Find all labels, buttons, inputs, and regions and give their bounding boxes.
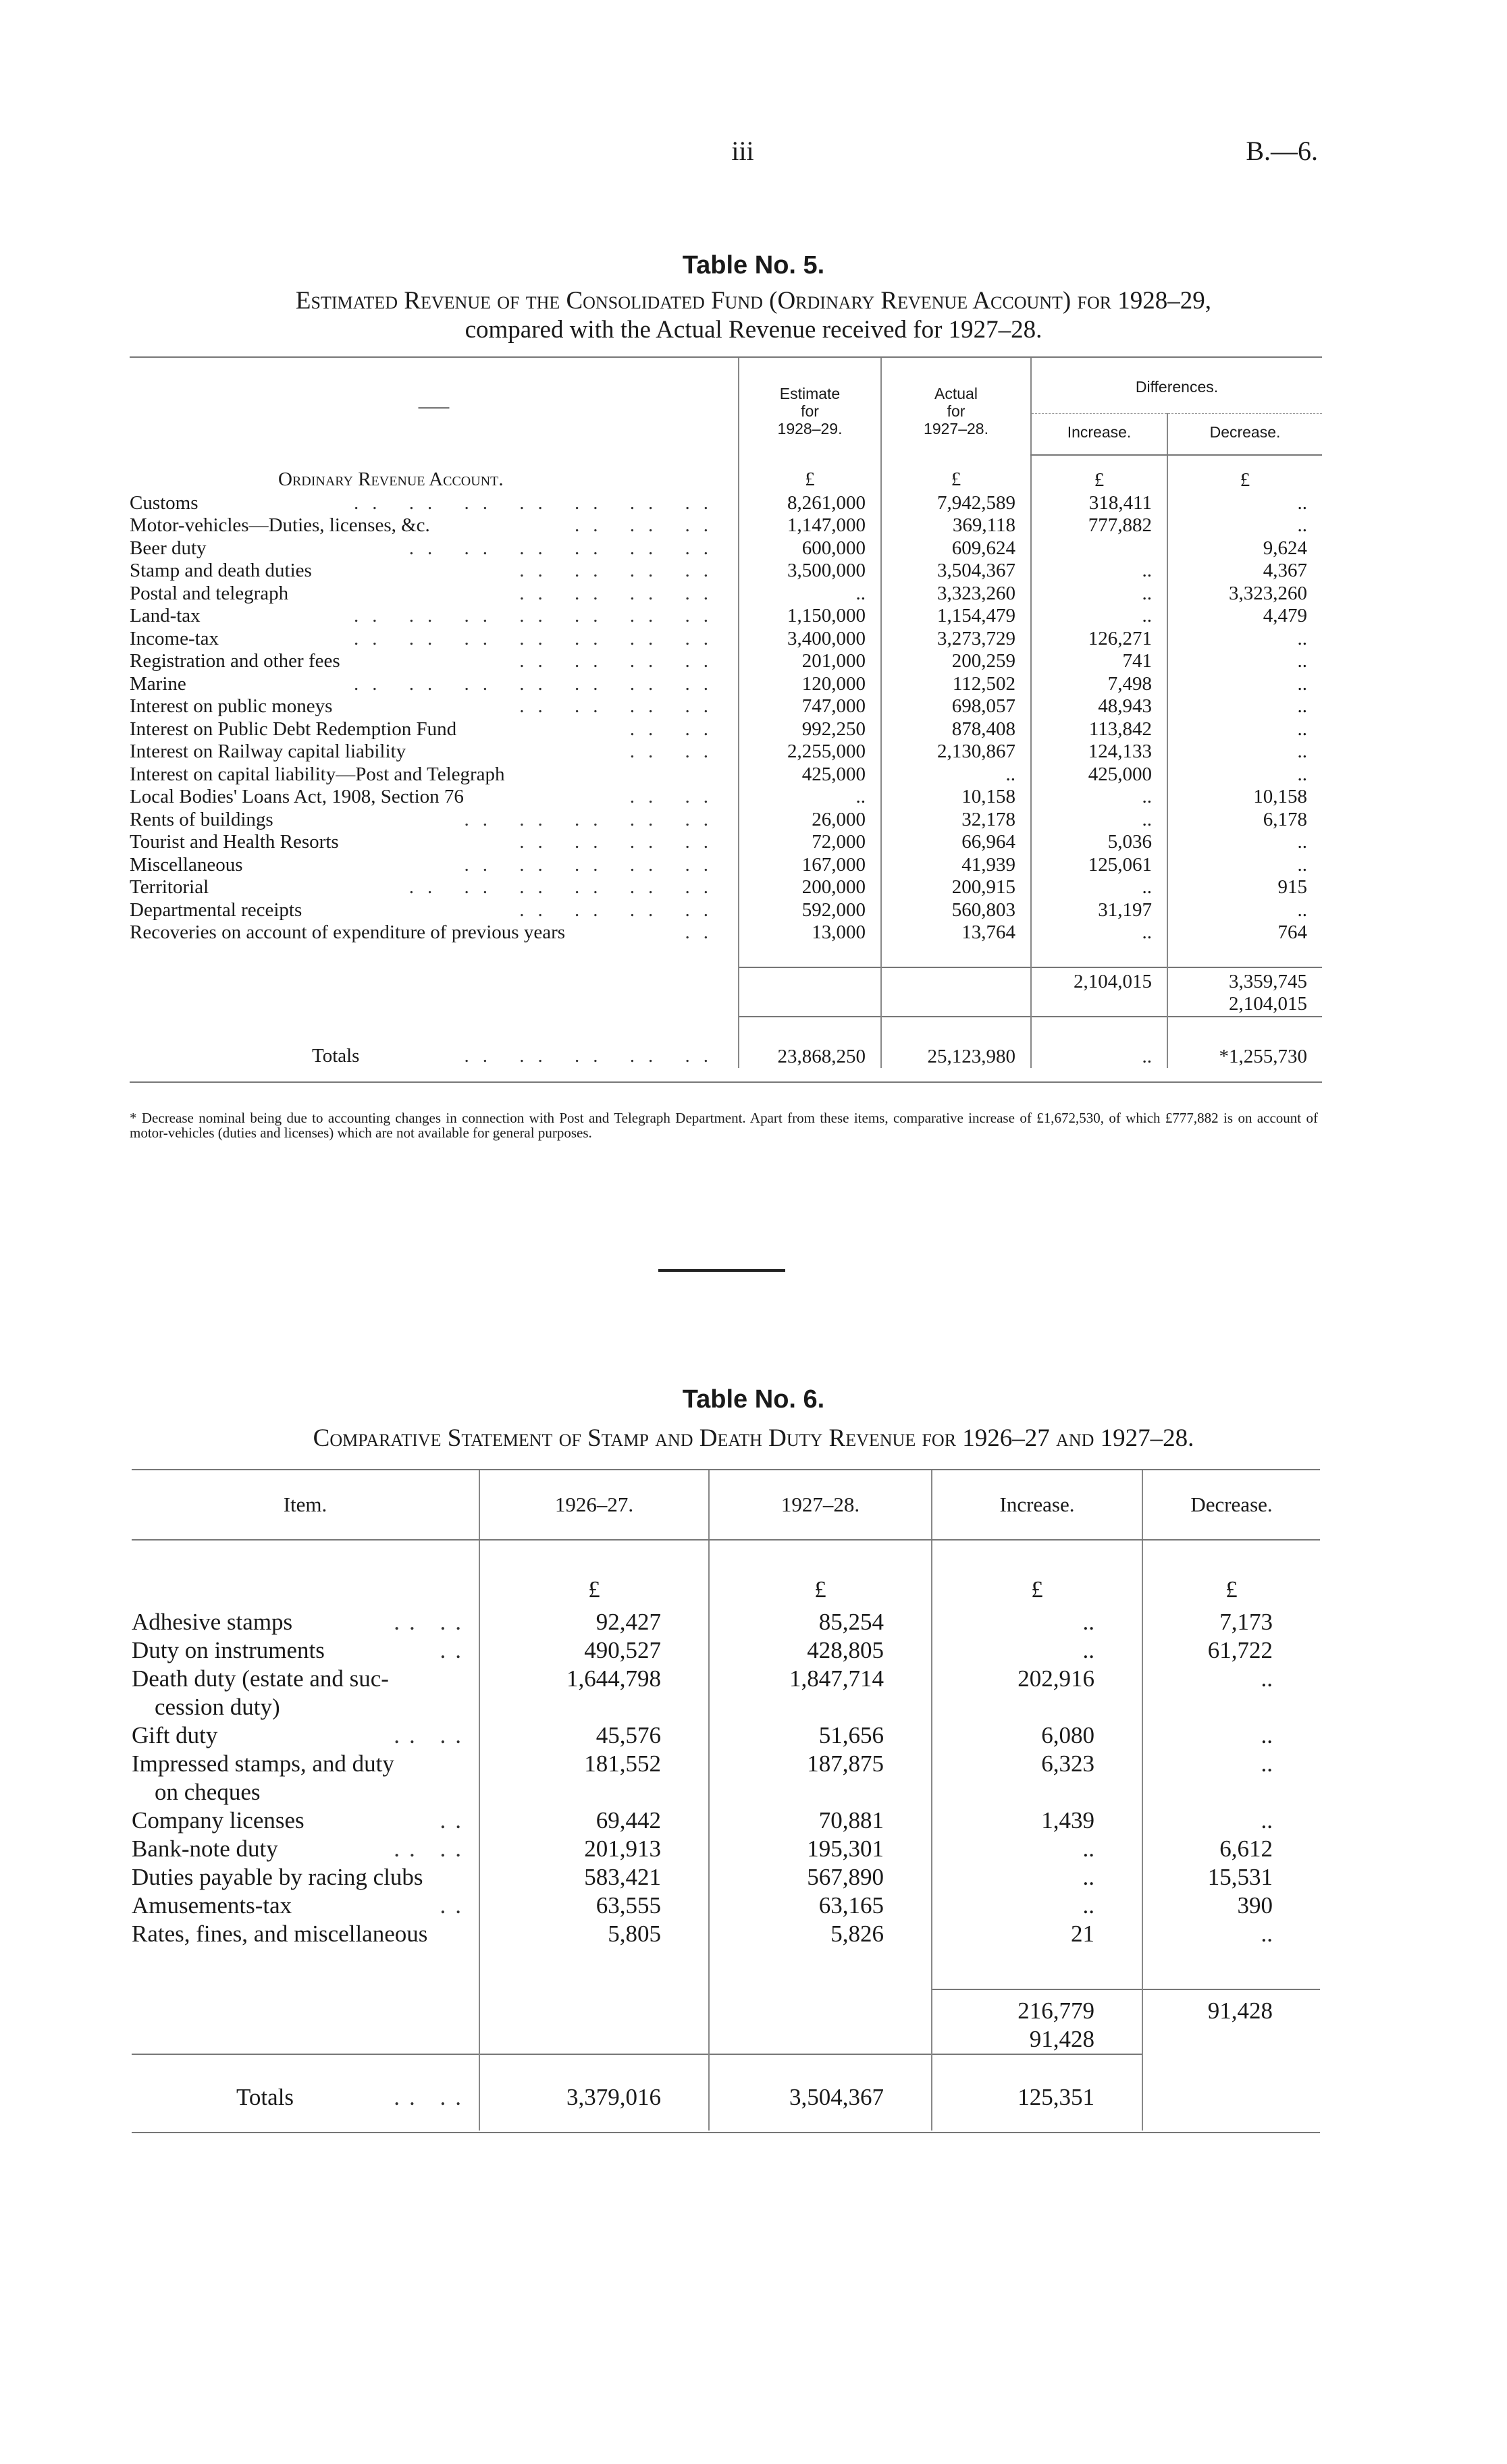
table5-row-increase: .. bbox=[1031, 786, 1167, 809]
table5-row-estimate: 592,000 bbox=[739, 899, 881, 922]
leader-dots: .. bbox=[440, 1807, 471, 1833]
table5-row-item: Rents of buildings bbox=[130, 808, 273, 830]
table6-row-increase: 6,323 bbox=[932, 1750, 1142, 1806]
table6-pound-decrease: £ bbox=[1142, 1540, 1320, 1604]
table6-row-1927: 567,890 bbox=[709, 1863, 932, 1892]
table5-row-decrease: .. bbox=[1167, 650, 1322, 673]
table5-row-increase: 741 bbox=[1031, 650, 1167, 673]
table6-row-1926: 69,442 bbox=[479, 1806, 709, 1835]
table5-row-decrease: 915 bbox=[1167, 876, 1322, 899]
table5-row-item: Interest on Railway capital liability bbox=[130, 741, 406, 762]
table6-row-decrease: .. bbox=[1142, 1721, 1320, 1750]
table5-row-item: Marine bbox=[130, 672, 186, 695]
table5-row-estimate: 26,000 bbox=[739, 809, 881, 832]
table5-row-increase: .. bbox=[1031, 605, 1167, 628]
table5-totals-increase: .. bbox=[1031, 1017, 1167, 1069]
document-reference: B.—6. bbox=[1246, 136, 1318, 166]
table6-title: Table No. 6. bbox=[682, 1385, 825, 1414]
table5-row-estimate: .. bbox=[739, 583, 881, 606]
page-number: iii bbox=[731, 136, 754, 166]
table5-row bbox=[130, 786, 1322, 809]
table5-row bbox=[130, 650, 1322, 673]
table5-subtotal-decrease: 3,359,745 2,104,015 bbox=[1167, 967, 1322, 1017]
table5-row bbox=[130, 492, 1322, 515]
table5-row bbox=[130, 583, 1322, 606]
table5-row-estimate: 200,000 bbox=[739, 876, 881, 899]
table6-row-1927: 63,165 bbox=[709, 1892, 932, 1920]
table5-row-decrease: 3,323,260 bbox=[1167, 583, 1322, 606]
table5-row-increase: .. bbox=[1031, 560, 1167, 583]
table6-row-1926: 1,644,798 bbox=[479, 1665, 709, 1721]
table5-row-actual: 13,764 bbox=[881, 921, 1031, 944]
table5-row-item: Land-tax bbox=[130, 605, 201, 626]
table6-row-increase: 21 bbox=[932, 1920, 1142, 1948]
table6-caption: Comparative Statement of Stamp and Death Duty Revenue for 1926–27 and 1927–28. bbox=[313, 1424, 1194, 1452]
table5-row-item: Departmental receipts bbox=[130, 899, 302, 921]
table5-row-item: Registration and other fees bbox=[130, 650, 340, 672]
table5-header-increase: Increase. bbox=[1031, 414, 1167, 456]
table5-row-actual: 369,118 bbox=[881, 514, 1031, 537]
table6-row-1926: 583,421 bbox=[479, 1863, 709, 1892]
table6-pound-increase: £ bbox=[932, 1540, 1142, 1604]
table5-row-increase: 425,000 bbox=[1031, 764, 1167, 786]
table5-row bbox=[130, 537, 1322, 560]
leader-dots: .. .. bbox=[629, 718, 722, 740]
table5-row-actual: .. bbox=[881, 764, 1031, 786]
table5-pound-increase: £ bbox=[1031, 455, 1167, 492]
leader-dots: .. .. .. .. .. .. .. bbox=[354, 672, 722, 695]
table5-row bbox=[130, 718, 1322, 741]
table5-row-estimate: 3,400,000 bbox=[739, 628, 881, 651]
table5-row-increase: 124,133 bbox=[1031, 741, 1167, 764]
table6-row bbox=[132, 1750, 1320, 1806]
table5-row-decrease: .. bbox=[1167, 854, 1322, 877]
table6-header-1926: 1926–27. bbox=[479, 1470, 709, 1540]
table5-row-increase: .. bbox=[1031, 876, 1167, 899]
table5-row-estimate: 120,000 bbox=[739, 673, 881, 696]
table5-row-item: Territorial bbox=[130, 876, 209, 898]
leader-dots: .. .. .. .. bbox=[519, 560, 722, 581]
table6-row-increase: .. bbox=[932, 1892, 1142, 1920]
table6-row-item: Impressed stamps, and duty on cheques bbox=[132, 1750, 394, 1805]
table6-row-decrease: 7,173 bbox=[1142, 1608, 1320, 1636]
table6-row-1927: 70,881 bbox=[709, 1806, 932, 1835]
table6-row-increase: 6,080 bbox=[932, 1721, 1142, 1750]
table5-subtotal-increase: 2,104,015 bbox=[1031, 967, 1167, 1017]
table5-row-actual: 609,624 bbox=[881, 537, 1031, 560]
table5-row-actual: 1,154,479 bbox=[881, 605, 1031, 628]
table6-subtotal-decrease: 91,428 bbox=[1142, 1989, 1320, 2054]
table5-row-estimate: 72,000 bbox=[739, 831, 881, 854]
table6-row-1926: 45,576 bbox=[479, 1721, 709, 1750]
table5-row-actual: 200,259 bbox=[881, 650, 1031, 673]
table5-row-item: Beer duty bbox=[130, 537, 207, 559]
table6-row-increase: 1,439 bbox=[932, 1806, 1142, 1835]
table5-row-decrease: 4,367 bbox=[1167, 560, 1322, 583]
table5-header-actual: Actual for 1927–28. bbox=[881, 358, 1031, 455]
table6-pound-1926: £ bbox=[479, 1540, 709, 1604]
table6-row bbox=[132, 1835, 1320, 1863]
table5-row bbox=[130, 854, 1322, 877]
table5-row bbox=[130, 809, 1322, 832]
table5-row-estimate: 1,147,000 bbox=[739, 514, 881, 537]
table5-row-decrease: .. bbox=[1167, 764, 1322, 786]
table5-row-estimate: 167,000 bbox=[739, 854, 881, 877]
table5-row-increase: .. bbox=[1031, 583, 1167, 606]
table5-row-estimate: 600,000 bbox=[739, 537, 881, 560]
table5-row-actual: 2,130,867 bbox=[881, 741, 1031, 764]
leader-dots: .. .. .. .. bbox=[519, 650, 722, 672]
table5-row-decrease: 10,158 bbox=[1167, 786, 1322, 809]
table5-title: Table No. 5. bbox=[682, 251, 825, 279]
table6-row-1926: 92,427 bbox=[479, 1608, 709, 1636]
table5-row-item: Recoveries on account of expenditure of previous years bbox=[130, 921, 566, 943]
table5-row-decrease: .. bbox=[1167, 695, 1322, 718]
table6-row-item: Death duty (estate and suc- cession duty) bbox=[132, 1665, 389, 1720]
table6-row-decrease: 15,531 bbox=[1142, 1863, 1320, 1892]
table5-row bbox=[130, 605, 1322, 628]
table6-row-1927: 428,805 bbox=[709, 1636, 932, 1665]
table5-row-increase: .. bbox=[1031, 921, 1167, 944]
table6-row-increase: .. bbox=[932, 1863, 1142, 1892]
leader-dots: .. .. .. .. .. bbox=[464, 808, 722, 830]
table6-row bbox=[132, 1863, 1320, 1892]
table5-pound-estimate: £ bbox=[739, 455, 881, 492]
table6-row-item: Company licenses bbox=[132, 1807, 305, 1833]
table6-totals-1926: 3,379,016 bbox=[479, 2054, 709, 2131]
table5-row-increase: 7,498 bbox=[1031, 673, 1167, 696]
section-divider bbox=[658, 1269, 785, 1272]
table6-row-1926: 63,555 bbox=[479, 1892, 709, 1920]
leader-dots: .. .. .. .. .. .. bbox=[408, 537, 722, 559]
table5-row-increase: 31,197 bbox=[1031, 899, 1167, 922]
leader-dots: .. .. bbox=[394, 1722, 471, 1748]
table6-row-1927: 51,656 bbox=[709, 1721, 932, 1750]
table5-row-item: Tourist and Health Resorts bbox=[130, 831, 339, 853]
table5-row bbox=[130, 695, 1322, 718]
table5-row-decrease: .. bbox=[1167, 741, 1322, 764]
table5-section-heading: Ordinary Revenue Account. bbox=[278, 468, 504, 490]
table5-row-increase: 113,842 bbox=[1031, 718, 1167, 741]
table5-row-item: Customs bbox=[130, 491, 199, 514]
leader-dots: .. .. .. .. .. .. bbox=[408, 876, 722, 898]
leader-dots: .. .. .. bbox=[575, 514, 722, 536]
table5-row-item: Miscellaneous bbox=[130, 853, 243, 876]
table5-pound-actual: £ bbox=[881, 455, 1031, 492]
table5-row-increase bbox=[1031, 537, 1167, 560]
table5-row-estimate: 1,150,000 bbox=[739, 605, 881, 628]
table5 bbox=[130, 358, 1322, 1083]
table6-row-decrease: 390 bbox=[1142, 1892, 1320, 1920]
table5-row-actual: 878,408 bbox=[881, 718, 1031, 741]
leader-dots: .. .. .. .. .. bbox=[464, 853, 722, 876]
table6-row bbox=[132, 1721, 1320, 1750]
table5-row-item: Local Bodies' Loans Act, 1908, Section 76 bbox=[130, 786, 464, 807]
table5-row-item: Stamp and death duties bbox=[130, 560, 312, 581]
table6-row bbox=[132, 1608, 1320, 1636]
table6-row-item: Bank-note duty bbox=[132, 1836, 278, 1862]
table5-totals-label: Totals .. .. .. .. .. bbox=[312, 1044, 722, 1067]
table5-row-estimate: 747,000 bbox=[739, 695, 881, 718]
table5-row-actual: 10,158 bbox=[881, 786, 1031, 809]
table5-row-decrease: .. bbox=[1167, 673, 1322, 696]
table5-row-decrease: .. bbox=[1167, 899, 1322, 922]
table6-row-item: Adhesive stamps bbox=[132, 1609, 293, 1635]
table5-row-increase: .. bbox=[1031, 809, 1167, 832]
table6 bbox=[132, 1470, 1320, 2133]
table5-row-item: Motor-vehicles—Duties, licenses, &c. bbox=[130, 514, 430, 536]
table5-row-estimate: 425,000 bbox=[739, 764, 881, 786]
table6-row-item: Rates, fines, and miscellaneous bbox=[132, 1921, 428, 1947]
table5-row bbox=[130, 899, 1322, 922]
table5-row-decrease: .. bbox=[1167, 628, 1322, 651]
leader-dots: .. .. .. .. bbox=[519, 899, 722, 921]
table5-row-estimate: 2,255,000 bbox=[739, 741, 881, 764]
table6-row-item: Duty on instruments bbox=[132, 1637, 325, 1663]
table6-row-item: Gift duty bbox=[132, 1722, 218, 1748]
table5-row-actual: 698,057 bbox=[881, 695, 1031, 718]
table5-row-increase: 777,882 bbox=[1031, 514, 1167, 537]
table6-row-increase: .. bbox=[932, 1835, 1142, 1863]
table5-totals-estimate: 23,868,250 bbox=[739, 1017, 881, 1069]
leader-dots: .. .. .. .. bbox=[519, 831, 722, 853]
table6-row-1926: 201,913 bbox=[479, 1835, 709, 1863]
table6-header-increase: Increase. bbox=[932, 1470, 1142, 1540]
table5-row bbox=[130, 876, 1322, 899]
leader-dots: .. .. .. .. bbox=[519, 695, 722, 717]
table5-header-blank: —— bbox=[418, 398, 450, 415]
table6-row-1927: 5,826 bbox=[709, 1920, 932, 1948]
table5-row-decrease: .. bbox=[1167, 492, 1322, 515]
table5-row-item: Income-tax bbox=[130, 627, 219, 649]
table5-header-differences: Differences. bbox=[1031, 358, 1322, 414]
table6-row-decrease: .. bbox=[1142, 1665, 1320, 1721]
leader-dots: .. bbox=[685, 921, 722, 943]
table5-row-actual: 3,323,260 bbox=[881, 583, 1031, 606]
table5-header-decrease: Decrease. bbox=[1167, 414, 1322, 456]
table5-row bbox=[130, 628, 1322, 651]
table6-row bbox=[132, 1920, 1320, 1948]
table5-row-decrease: 6,178 bbox=[1167, 809, 1322, 832]
table5-row-decrease: 764 bbox=[1167, 921, 1322, 944]
table6-row-1927: 85,254 bbox=[709, 1608, 932, 1636]
table5-row-item: Interest on Public Debt Redemption Fund bbox=[130, 718, 457, 740]
leader-dots: .. .. bbox=[394, 1609, 471, 1635]
table5-row-actual: 66,964 bbox=[881, 831, 1031, 854]
table5-row-actual: 3,504,367 bbox=[881, 560, 1031, 583]
table5-caption-line1: Estimated Revenue of the Consolidated Fund (Ordinary Revenue Account) for 1928–29, bbox=[295, 287, 1212, 315]
table5-row-actual: 32,178 bbox=[881, 809, 1031, 832]
table5-row-estimate: 8,261,000 bbox=[739, 492, 881, 515]
leader-dots: .. .. bbox=[394, 1836, 471, 1862]
table5-row-actual: 112,502 bbox=[881, 673, 1031, 696]
table6-row-decrease: 61,722 bbox=[1142, 1636, 1320, 1665]
table5-row-actual: 200,915 bbox=[881, 876, 1031, 899]
table5-row-estimate: 13,000 bbox=[739, 921, 881, 944]
table6-row-increase: 202,916 bbox=[932, 1665, 1142, 1721]
leader-dots: .. .. .. .. bbox=[519, 582, 722, 604]
table5-row-estimate: 3,500,000 bbox=[739, 560, 881, 583]
table5-row bbox=[130, 921, 1322, 944]
table5-row bbox=[130, 673, 1322, 696]
table6-row bbox=[132, 1665, 1320, 1721]
leader-dots: .. bbox=[440, 1637, 471, 1663]
table6-row bbox=[132, 1636, 1320, 1665]
table5-row-increase: 5,036 bbox=[1031, 831, 1167, 854]
table6-pound-1927: £ bbox=[709, 1540, 932, 1604]
table5-row-decrease: 4,479 bbox=[1167, 605, 1322, 628]
table6-header-1927: 1927–28. bbox=[709, 1470, 932, 1540]
table5-row-increase: 318,411 bbox=[1031, 492, 1167, 515]
table5-row-item: Interest on public moneys bbox=[130, 695, 333, 717]
table6-row-increase: .. bbox=[932, 1636, 1142, 1665]
table5-totals-decrease: *1,255,730 bbox=[1167, 1017, 1322, 1069]
table6-row-1926: 181,552 bbox=[479, 1750, 709, 1806]
table6-row-decrease: 6,612 bbox=[1142, 1835, 1320, 1863]
table5-header-estimate: Estimate for 1928–29. bbox=[739, 358, 881, 455]
table6-row bbox=[132, 1892, 1320, 1920]
table5-row-decrease: 9,624 bbox=[1167, 537, 1322, 560]
leader-dots: .. .. bbox=[629, 741, 722, 762]
table5-row bbox=[130, 514, 1322, 537]
table6-row-item: Amusements-tax bbox=[132, 1892, 292, 1919]
table5-row-actual: 41,939 bbox=[881, 854, 1031, 877]
table5-row-item: Interest on capital liability—Post and Telegraph bbox=[130, 763, 505, 785]
table5-row-actual: 3,273,729 bbox=[881, 628, 1031, 651]
leader-dots: .. .. bbox=[629, 786, 722, 807]
leader-dots: .. .. .. .. .. .. .. bbox=[354, 627, 722, 649]
table6-header-item: Item. bbox=[132, 1470, 479, 1540]
table5-totals-actual: 25,123,980 bbox=[881, 1017, 1031, 1069]
table5-row-estimate: 201,000 bbox=[739, 650, 881, 673]
table5-pound-decrease: £ bbox=[1167, 455, 1322, 492]
table6-row-increase: .. bbox=[932, 1608, 1142, 1636]
table6-row-decrease: .. bbox=[1142, 1750, 1320, 1806]
table6-row bbox=[132, 1806, 1320, 1835]
table5-caption-line2: compared with the Actual Revenue received for 1927–28. bbox=[465, 316, 1042, 344]
table6-row-1927: 195,301 bbox=[709, 1835, 932, 1863]
table6-row-1926: 5,805 bbox=[479, 1920, 709, 1948]
table6-subtotal-increase: 216,779 91,428 bbox=[932, 1989, 1142, 2054]
table5-row bbox=[130, 741, 1322, 764]
table5-row bbox=[130, 764, 1322, 786]
table5-row-actual: 7,942,589 bbox=[881, 492, 1031, 515]
table5-row-increase: 125,061 bbox=[1031, 854, 1167, 877]
table5-row-decrease: .. bbox=[1167, 718, 1322, 741]
table5-row-decrease: .. bbox=[1167, 831, 1322, 854]
table5-row bbox=[130, 831, 1322, 854]
table6-totals-1927: 3,504,367 bbox=[709, 2054, 932, 2131]
table6-row-decrease: .. bbox=[1142, 1806, 1320, 1835]
table5-row-decrease: .. bbox=[1167, 514, 1322, 537]
table5-footnote: * Decrease nominal being due to accounting changes in connection with Post and Telegraph Department. Apart from these items, comparative increase of £1,672,530, of which £777,882 is on account of motor-vehicles (duties and licenses) which are not available for general purposes. bbox=[130, 1110, 1318, 1141]
table5-row-increase: 126,271 bbox=[1031, 628, 1167, 651]
table6-row-1927: 1,847,714 bbox=[709, 1665, 932, 1721]
table5-row-actual: 560,803 bbox=[881, 899, 1031, 922]
table5-row-increase: 48,943 bbox=[1031, 695, 1167, 718]
table5-row-item: Postal and telegraph bbox=[130, 582, 289, 604]
table6-row-item: Duties payable by racing clubs bbox=[132, 1864, 423, 1890]
table6-header-decrease: Decrease. bbox=[1142, 1470, 1320, 1540]
table5-row-estimate: .. bbox=[739, 786, 881, 809]
table6-row-decrease: .. bbox=[1142, 1920, 1320, 1948]
table5-row-estimate: 992,250 bbox=[739, 718, 881, 741]
table6-row-1927: 187,875 bbox=[709, 1750, 932, 1806]
table5-row bbox=[130, 560, 1322, 583]
table6-row-1926: 490,527 bbox=[479, 1636, 709, 1665]
leader-dots: .. bbox=[440, 1892, 471, 1919]
leader-dots: .. .. .. .. .. .. .. bbox=[354, 491, 722, 514]
table6-totals-increase: 125,351 bbox=[932, 2054, 1142, 2131]
leader-dots: .. .. .. .. .. .. .. bbox=[354, 605, 722, 626]
table6-totals-label: Totals .. .. bbox=[236, 2084, 471, 2110]
